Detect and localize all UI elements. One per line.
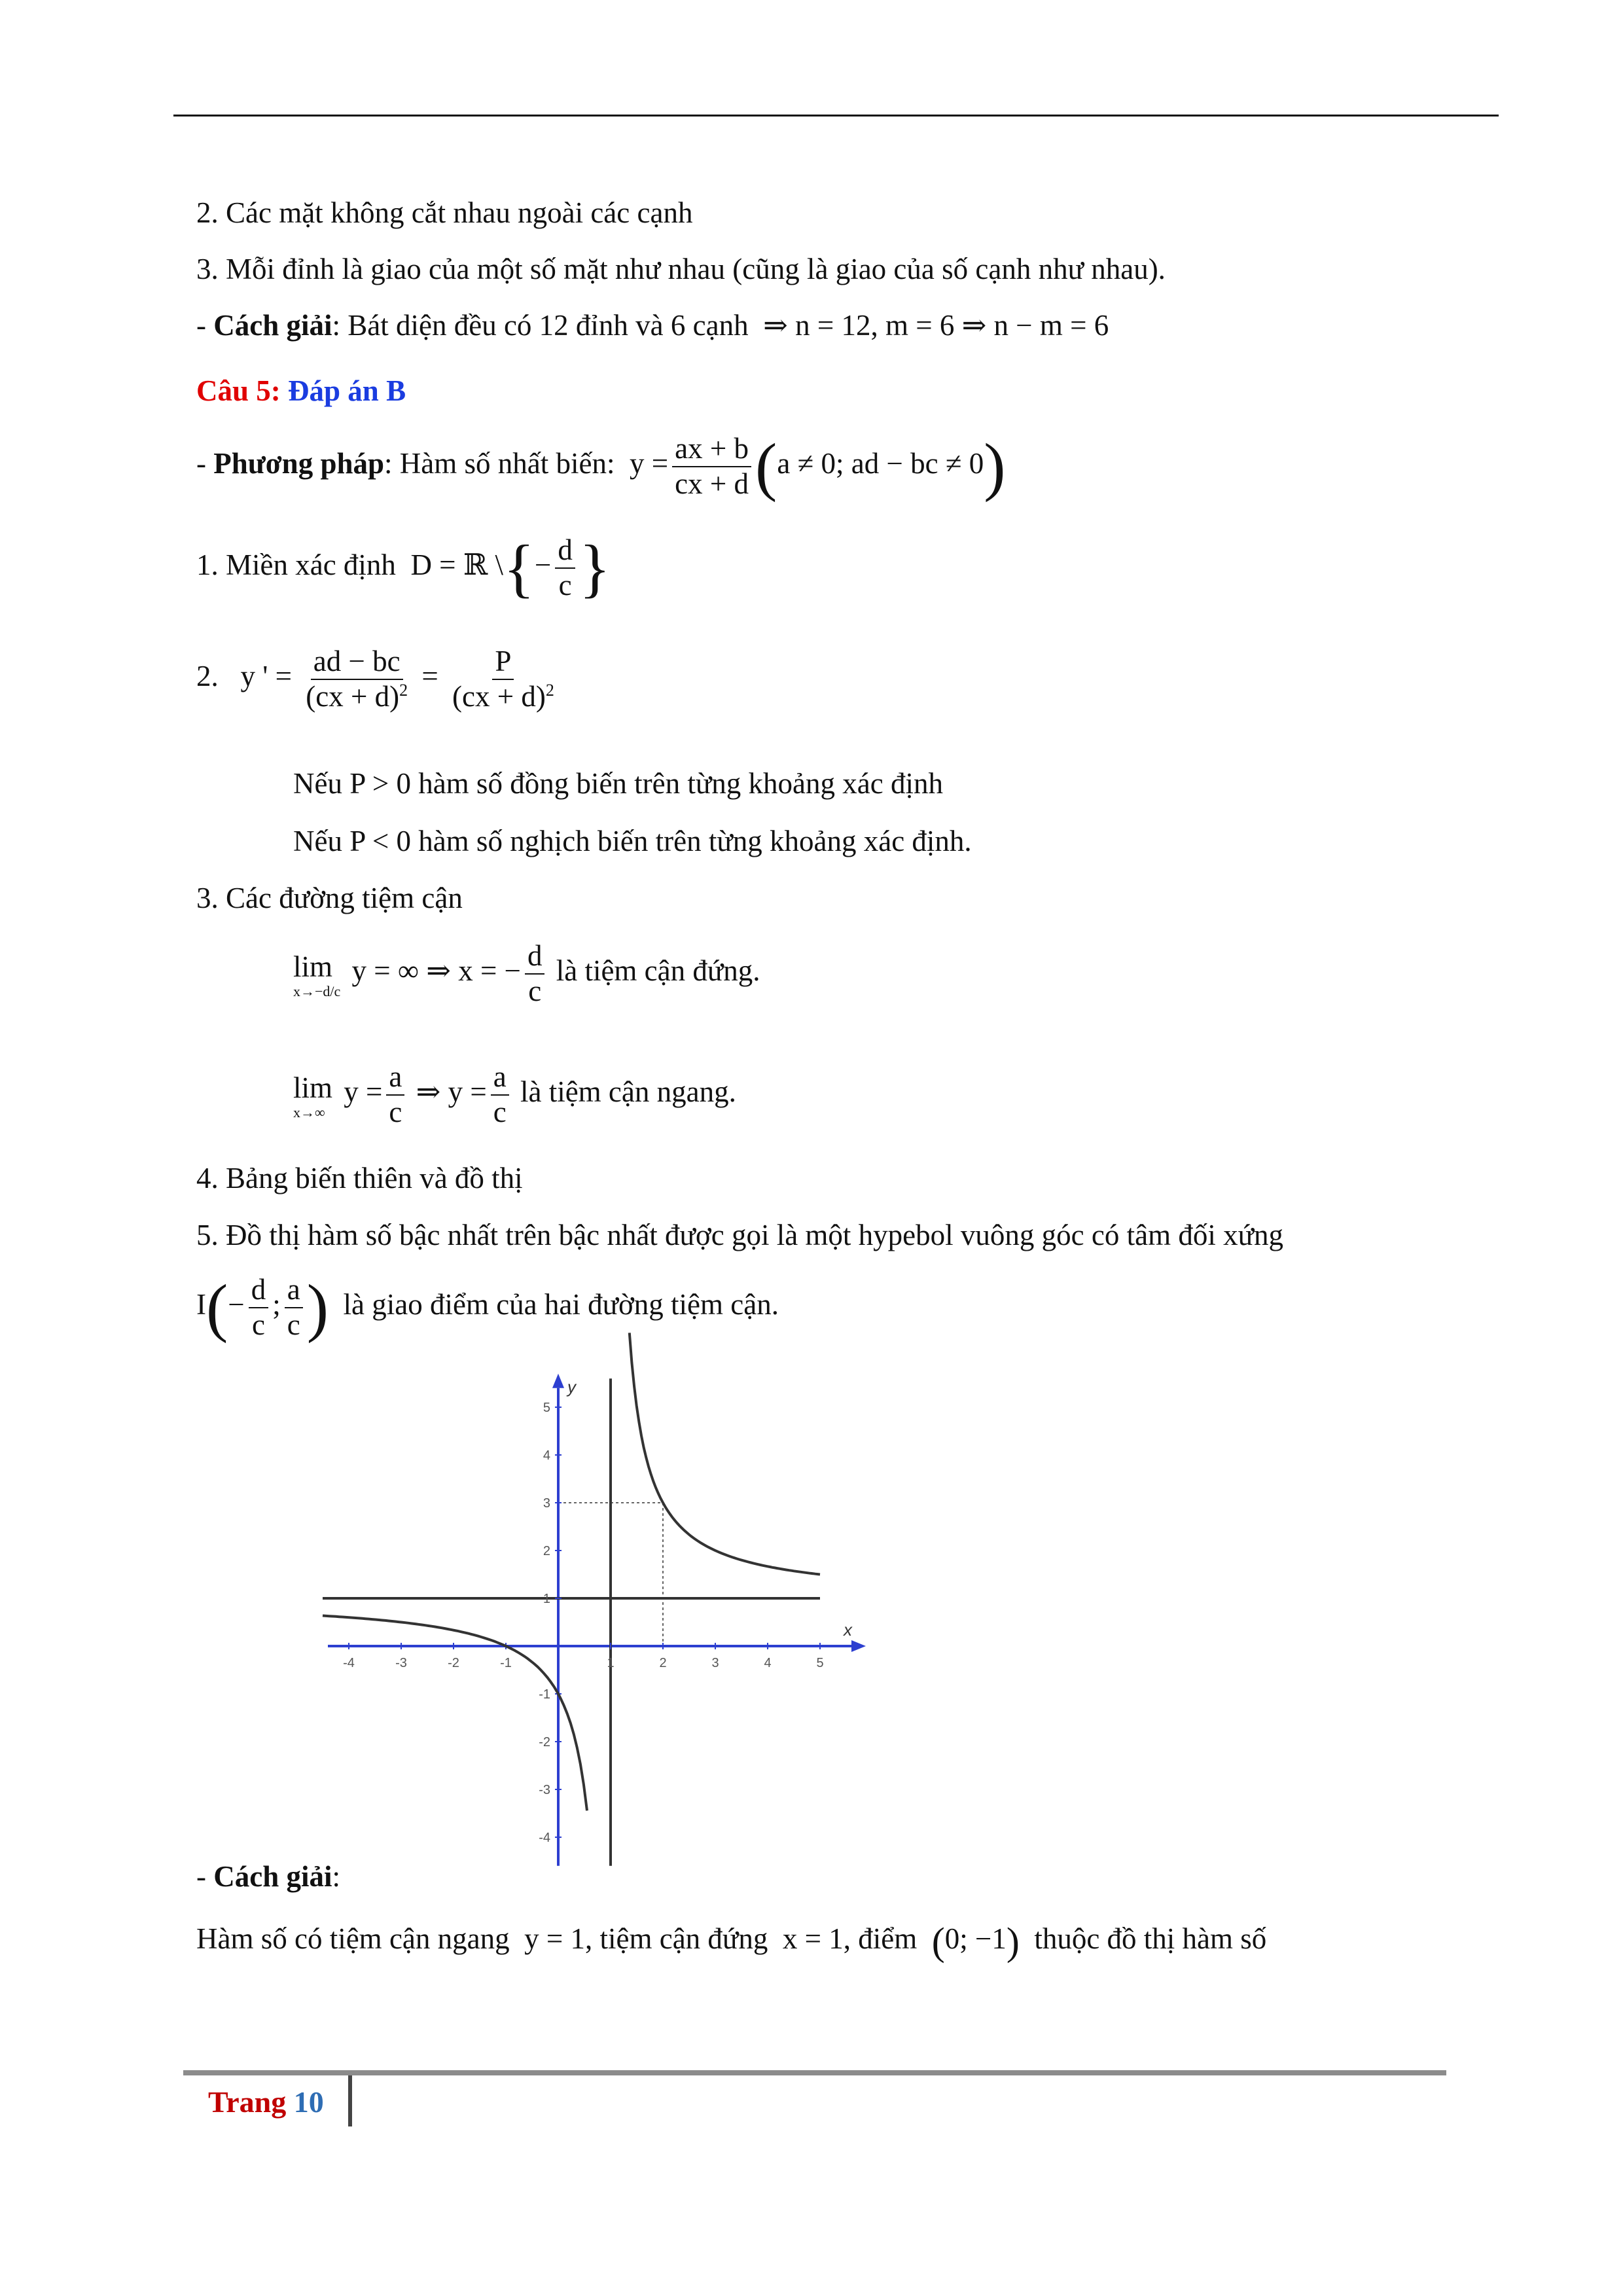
- y-tick-label: -3: [539, 1783, 550, 1797]
- y-axis-arrow: [552, 1374, 564, 1388]
- x-tick-label: 4: [764, 1656, 772, 1670]
- x-tick-label: 5: [816, 1656, 824, 1670]
- x-tick-label: -2: [448, 1656, 459, 1670]
- top-rule: [173, 115, 1499, 117]
- y-tick-label: 3: [543, 1496, 550, 1511]
- footer-divider: [348, 2075, 352, 2126]
- line-p-positive: Nếu P > 0 hàm số đồng biến trên từng khoảng xác định: [293, 767, 943, 800]
- x-tick-label: 1: [607, 1656, 615, 1670]
- x-tick-label: -1: [500, 1656, 512, 1670]
- line-center: I(− $\frac{d}{c}$ ; $\frac{a}{c}$ ) là giao điểm của hai đường tiệm cận.: [196, 1270, 779, 1344]
- hyperbola-graph: [343, 1374, 949, 1872]
- line-horizontal-asymptote: lim x→∞ y = $\frac{a}{c}$ ⇒ y = $\frac{a}{c}$ là tiệm cận ngang.: [293, 1060, 736, 1128]
- question-heading: Câu 5: Đáp án B: [196, 374, 406, 407]
- method-fraction: $\frac{ax + b}{cx + d}$: [672, 432, 751, 501]
- line-vertices: 3. Mỗi đỉnh là giao của một số mặt như nhau (cũng là giao của số cạnh như nhau).: [196, 253, 1166, 285]
- line-solution-text: Hàm số có tiệm cận ngang y = 1, tiệm cận đứng x = 1, điểm (0; −1) thuộc đồ thị hàm số: [196, 1920, 1267, 1964]
- y-tick-label: -2: [539, 1735, 550, 1749]
- x-tick-label: -4: [343, 1656, 355, 1670]
- x-tick-label: 2: [659, 1656, 667, 1670]
- line-p-negative: Nếu P < 0 hàm số nghịch biến trên từng khoảng xác định.: [293, 825, 972, 857]
- line-domain: 1. Miền xác định D = ℝ \{− $\frac{d}{c}$ }: [196, 531, 611, 604]
- x-tick-label: -3: [395, 1656, 407, 1670]
- line-asymptotes-title: 3. Các đường tiệm cận: [196, 882, 463, 914]
- line-hyperbola: 5. Đồ thị hàm số bậc nhất trên bậc nhất được gọi là một hypebol vuông góc có tâm đối xứng: [196, 1219, 1283, 1251]
- y-tick-label: 1: [543, 1592, 550, 1606]
- line-variation-table: 4. Bảng biến thiên và đồ thị: [196, 1162, 523, 1194]
- x-axis-label: x: [844, 1620, 852, 1640]
- y-tick-label: 4: [543, 1448, 550, 1463]
- y-tick-label: 2: [543, 1544, 550, 1558]
- line-vertical-asymptote: lim x→−d/c y = ∞ ⇒ x = − $\frac{d}{c}$ là tiệm cận đứng.: [293, 939, 760, 1007]
- hyperbola-right-branch: [630, 1333, 820, 1574]
- y-axis-label: y: [567, 1377, 576, 1397]
- x-axis-arrow: [851, 1640, 866, 1652]
- line-solution-octahedron: - Cách giải: Bát diện đều có 12 đỉnh và 6 cạnh ⇒ n = 12, m = 6 ⇒ n − m = 6: [196, 309, 1109, 342]
- y-tick-label: -1: [539, 1687, 550, 1702]
- line-derivative: 2. y ' = $\frac{ad - bc}{(cx + d)^2}$ = $\frac{P}{(cx + d)^2}$: [196, 645, 554, 713]
- line-method: - Phương pháp: Hàm số nhất biến: y = $\frac{ax + b}{cx + d}$ (a ≠ 0; ad − bc ≠ 0): [196, 429, 1006, 503]
- line-faces: 2. Các mặt không cắt nhau ngoài các cạnh: [196, 196, 693, 229]
- page-number: Trang 10: [208, 2085, 324, 2119]
- footer-rule: [183, 2070, 1446, 2075]
- line-solution-label: - Cách giải:: [196, 1860, 341, 1893]
- y-tick-label: 5: [543, 1401, 550, 1415]
- y-tick-label: -4: [539, 1831, 550, 1845]
- x-tick-label: 3: [711, 1656, 719, 1670]
